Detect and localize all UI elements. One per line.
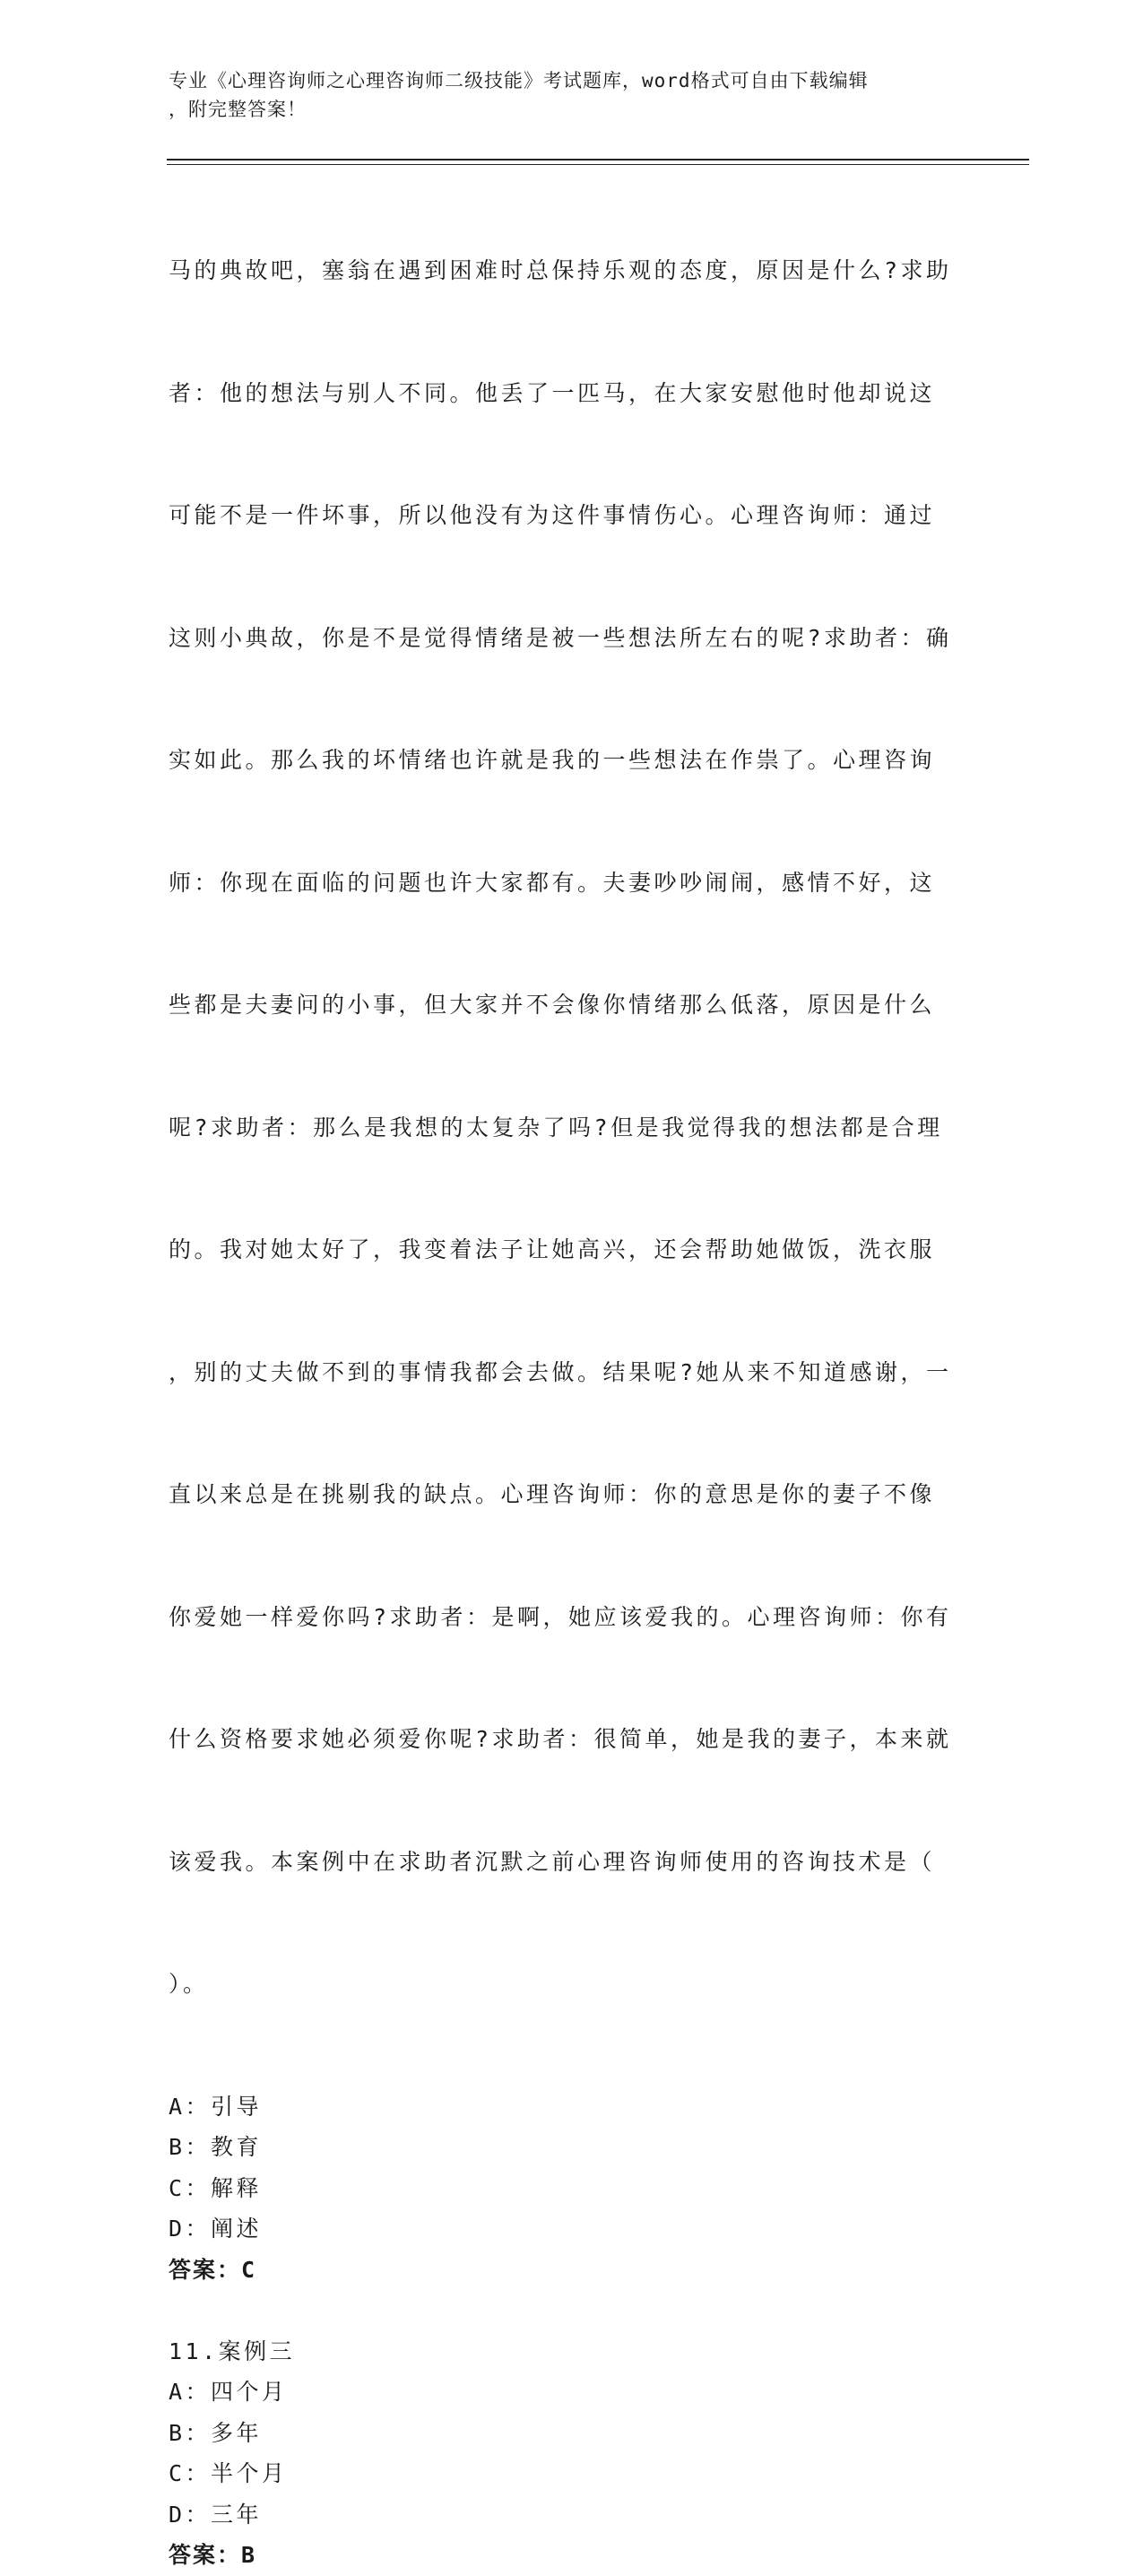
- text-line: ）。: [169, 1971, 209, 1997]
- text-line: 些都是夫妻问的小事，但大家并不会像你情绪那么低落，原因是什么: [169, 992, 936, 1018]
- text-line: 师：你现在面临的问题也许大家都有。夫妻吵吵闹闹，感情不好，这: [169, 869, 936, 896]
- text-line: 这则小典故，你是不是觉得情绪是被一些想法所左右的呢?求助者：确: [169, 624, 952, 651]
- question-spacer: [169, 2290, 957, 2331]
- header-line-1: 专业《心理咨询师之心理咨询师二级技能》考试题库，word格式可自由下载编辑: [169, 70, 869, 91]
- text-line: 呢?求助者：那么是我想的太复杂了吗?但是我觉得我的想法都是合理: [169, 1114, 943, 1141]
- text-line: 该爱我。本案例中在求助者沉默之前心理咨询师使用的咨询技术是（: [169, 1848, 936, 1875]
- option-d: D：三年: [169, 2501, 263, 2528]
- option-a: A：引导: [169, 2093, 263, 2120]
- option-b: B：多年: [169, 2419, 263, 2446]
- document-header: [169, 66, 957, 124]
- question-11-title: 11.案例三: [169, 2337, 296, 2364]
- text-line: 直以来总是在挑剔我的缺点。心理咨询师：你的意思是你的妻子不像: [169, 1481, 936, 1507]
- text-line: 你爱她一样爱你吗?求助者：是啊，她应该爱我的。心理咨询师：你有: [169, 1603, 952, 1630]
- answer-label: 答案：B: [169, 2542, 257, 2568]
- header-rule-thick: [167, 159, 1029, 160]
- text-line: ，别的丈夫做不到的事情我都会去做。结果呢?她从来不知道感谢，一: [169, 1358, 952, 1385]
- option-c: C：半个月: [169, 2460, 288, 2486]
- text-line: 的。我对她太好了，我变着法子让她高兴，还会帮助她做饭，洗衣服: [169, 1236, 936, 1262]
- text-line: 实如此。那么我的坏情绪也许就是我的一些想法在作祟了。心理咨询: [169, 747, 936, 773]
- answer-label: 答案：C: [169, 2256, 257, 2283]
- option-c: C：解释: [169, 2174, 263, 2201]
- question-11: [169, 2331, 957, 2576]
- text-line: 者：他的想法与别人不同。他丢了一匹马，在大家安慰他时他却说这: [169, 379, 936, 406]
- header-line-2: ，附完整答案！: [169, 99, 307, 120]
- option-b: B：教育: [169, 2134, 263, 2160]
- question-10-text: [169, 169, 957, 2086]
- document-body: [169, 169, 957, 2576]
- text-line: 马的典故吧，塞翁在遇到困难时总保持乐观的态度，原因是什么?求助: [169, 257, 952, 283]
- header-rule-thin: [167, 164, 1029, 165]
- text-line: 什么资格要求她必须爱你呢?求助者：很简单，她是我的妻子，本来就: [169, 1726, 952, 1752]
- option-d: D：阐述: [169, 2216, 263, 2242]
- question-10: [169, 169, 957, 2290]
- option-a: A：四个月: [169, 2379, 288, 2405]
- text-line: 可能不是一件坏事，所以他没有为这件事情伤心。心理咨询师：通过: [169, 502, 936, 528]
